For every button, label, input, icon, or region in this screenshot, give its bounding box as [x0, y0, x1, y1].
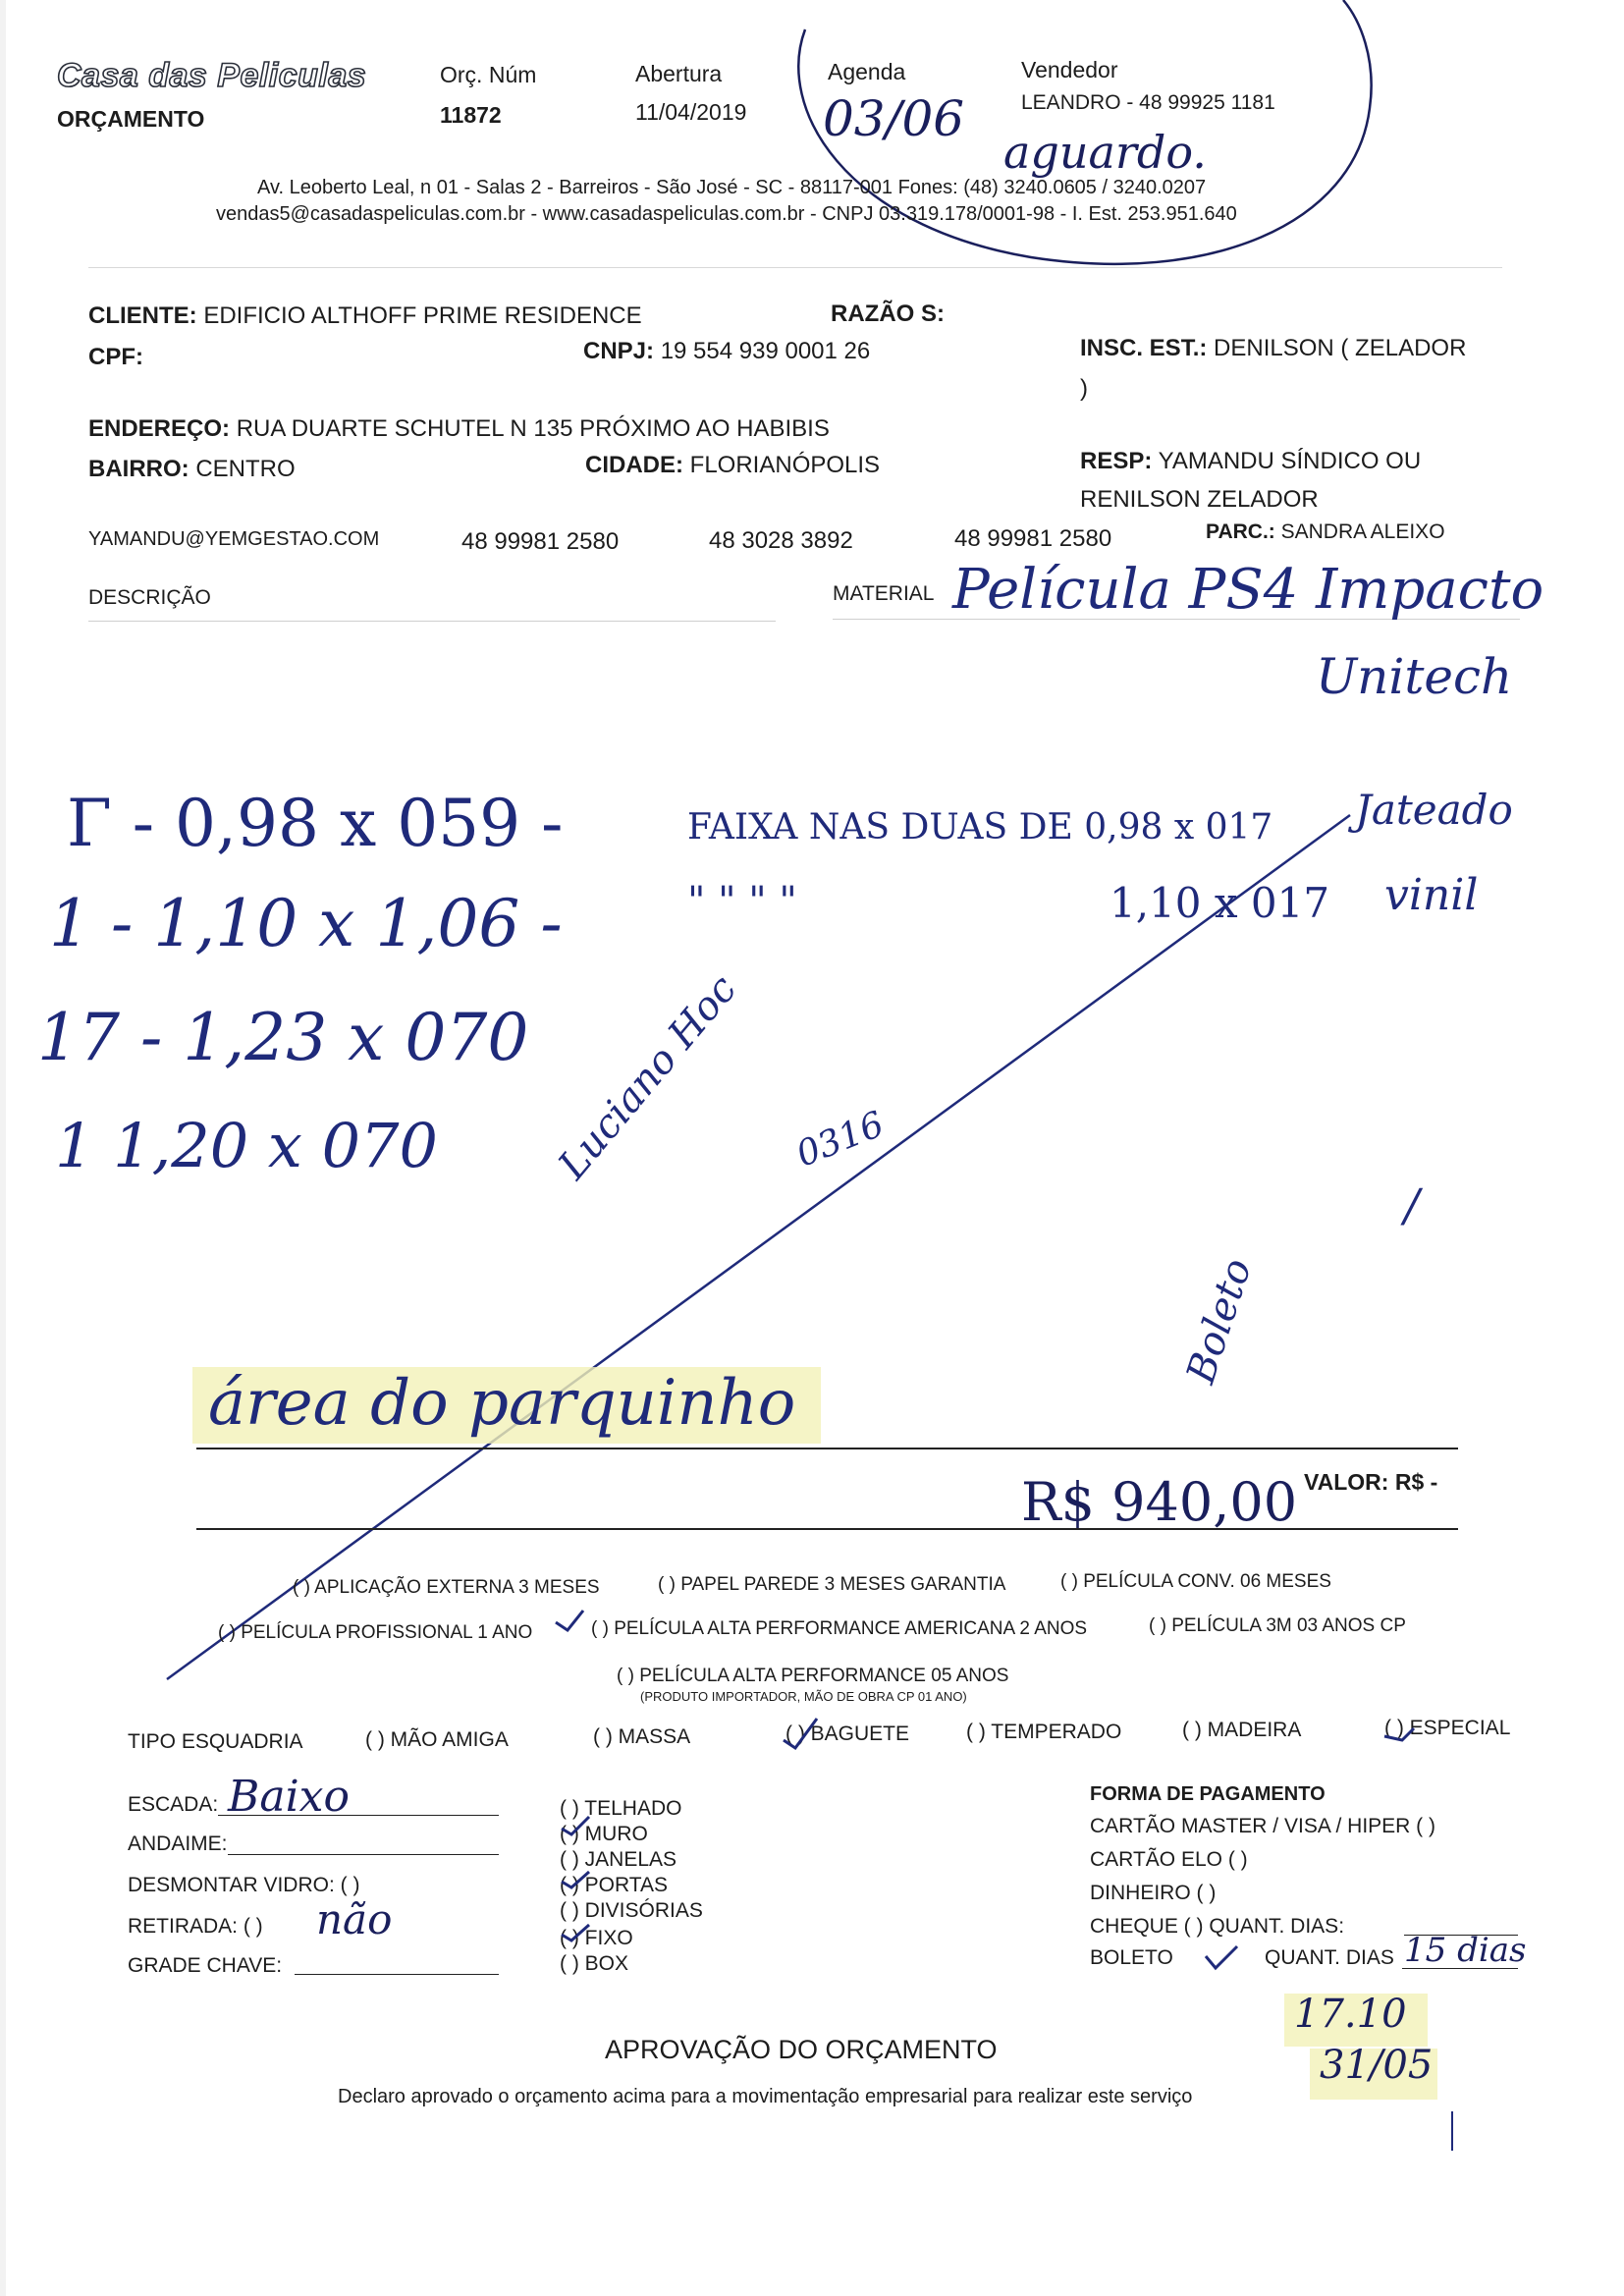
- valor-label: VALOR: R$ -: [1304, 1469, 1438, 1495]
- aprovacao-title: APROVAÇÃO DO ORÇAMENTO: [605, 2035, 998, 2064]
- bairro-label: BAIRRO:: [88, 456, 189, 482]
- local-portas[interactable]: ( ) PORTAS: [560, 1874, 669, 1896]
- area-underline: [196, 1448, 1458, 1449]
- vendedor-value: LEANDRO - 48 99925 1181: [1021, 91, 1275, 114]
- measure-row-4: 1 1,20 x 070: [55, 1110, 438, 1181]
- material-handwritten: Película PS4 Impacto: [952, 558, 1544, 622]
- descricao-line: [88, 621, 776, 622]
- option-pelicula-conv[interactable]: ( ) PELÍCULA CONV. 06 MESES: [1060, 1571, 1331, 1592]
- grade-chave-line: [295, 1974, 499, 1975]
- local-box[interactable]: ( ) BOX: [560, 1952, 629, 1975]
- option-pelicula-alta-05-sub: (PRODUTO IMPORTADOR, MÃO DE OBRA CP 01 ANO): [640, 1689, 967, 1704]
- header-divider: [88, 267, 1502, 268]
- resp-label: RESP:: [1080, 448, 1153, 474]
- diagonal-signature: Luciano Hoc: [550, 966, 746, 1188]
- address-line-1: Av. Leoberto Leal, n 01 - Salas 2 - Barreiros - São José - SC - 88117-001 Fones: (48) 3240.0605 / 3240.0207: [257, 177, 1207, 198]
- measure-row-1-side: Jateado: [1355, 786, 1513, 834]
- address-line-2: vendas5@casadaspeliculas.com.br - www.casadaspeliculas.com.br - CNPJ 03.319.178/0001-98 - I. Est. 253.951.640: [216, 203, 1237, 225]
- aprovacao-declaracao: Declaro aprovado o orçamento acima para a movimentação empresarial para realizar este serviço: [338, 2086, 1193, 2107]
- escada-label: ESCADA:: [128, 1793, 219, 1816]
- margin-mark: [1451, 2111, 1453, 2151]
- esquadria-label: TIPO ESQUADRIA: [128, 1730, 303, 1753]
- esquadria-temperado[interactable]: ( ) TEMPERADO: [966, 1721, 1122, 1743]
- vendedor-label: Vendedor: [1021, 57, 1118, 82]
- abertura-date: 11/04/2019: [635, 99, 747, 125]
- escada-handwritten: Baixo: [228, 1772, 350, 1822]
- option-pelicula-profissional[interactable]: ( ) PELÍCULA PROFISSIONAL 1 ANO: [218, 1622, 533, 1643]
- pagamento-boleto[interactable]: BOLETO: [1090, 1946, 1173, 1969]
- insc-value-close: ): [1080, 375, 1088, 402]
- resp-row: [1080, 448, 1421, 475]
- pagamento-title: FORMA DE PAGAMENTO: [1090, 1783, 1326, 1805]
- cliente-row: [88, 302, 642, 330]
- endereco-value: RUA DUARTE SCHUTEL N 135 PRÓXIMO AO HABIBIS: [236, 415, 830, 442]
- area-handwritten: área do parquinho: [208, 1367, 796, 1440]
- diagonal-number: 0316: [790, 1104, 890, 1175]
- abertura-label: Abertura: [635, 61, 723, 86]
- resp-value-2: RENILSON ZELADOR: [1080, 486, 1319, 513]
- measure-row-2: 1 - 1,10 x 1,06 -: [49, 886, 563, 961]
- pagamento-master[interactable]: CARTÃO MASTER / VISA / HIPER ( ): [1090, 1815, 1436, 1837]
- cliente-label: CLIENTE:: [88, 302, 197, 329]
- endereco-label: ENDEREÇO:: [88, 415, 231, 442]
- bairro-row: [88, 456, 296, 483]
- local-janelas[interactable]: ( ) JANELAS: [560, 1848, 677, 1871]
- client-phone-2: 48 3028 3892: [709, 527, 853, 554]
- agenda-label: Agenda: [828, 59, 906, 84]
- option-pelicula-3m[interactable]: ( ) PELÍCULA 3M 03 ANOS CP: [1149, 1615, 1406, 1636]
- parc-row: [1206, 520, 1445, 544]
- local-telhado[interactable]: ( ) TELHADO: [560, 1797, 682, 1820]
- client-email: YAMANDU@YEMGESTAO.COM: [88, 528, 380, 550]
- boleto-dias-handwritten: 15 dias: [1404, 1931, 1527, 1970]
- cnpj-row: [583, 338, 870, 365]
- agenda-note-handwritten: aguardo.: [1003, 126, 1207, 179]
- date-handwritten-1: 17.10: [1294, 1992, 1407, 2037]
- cpf-label: CPF:: [88, 344, 143, 370]
- retirada-handwritten: não: [316, 1895, 393, 1943]
- parc-value: SANDRA ALEIXO: [1280, 520, 1445, 543]
- parc-label: PARC.:: [1206, 520, 1275, 543]
- desmontar-vidro[interactable]: DESMONTAR VIDRO: ( ): [128, 1874, 360, 1896]
- date-handwritten-2: 31/05: [1320, 2043, 1434, 2088]
- valor-handwritten: R$ 940,00: [1021, 1471, 1298, 1533]
- option-pelicula-americana[interactable]: ( ) PELÍCULA ALTA PERFORMANCE AMERICANA 2 ANOS: [591, 1618, 1088, 1639]
- orc-label: Orç. Núm: [440, 62, 537, 87]
- local-muro[interactable]: ( ) MURO: [560, 1823, 648, 1845]
- cidade-row: [585, 452, 880, 479]
- measure-row-2-note: 1,10 x 017: [1110, 879, 1330, 927]
- stray-mark: /: [1404, 1178, 1420, 1231]
- grade-chave-label: GRADE CHAVE:: [128, 1954, 283, 1977]
- razao-label: RAZÃO S:: [831, 301, 945, 327]
- company-logo: Casa das Peliculas: [57, 57, 367, 94]
- boleto-handwritten: Boleto: [1178, 1253, 1261, 1390]
- esquadria-massa[interactable]: ( ) MASSA: [593, 1725, 691, 1748]
- esquadria-madeira[interactable]: ( ) MADEIRA: [1182, 1719, 1302, 1741]
- cidade-value: FLORIANÓPOLIS: [689, 452, 881, 478]
- boleto-dias-label: QUANT. DIAS: [1265, 1946, 1394, 1969]
- valor-underline: [196, 1528, 1458, 1530]
- pagamento-cheque[interactable]: CHEQUE ( ) QUANT. DIAS:: [1090, 1915, 1345, 1938]
- measure-row-2-side: vinil: [1384, 870, 1479, 920]
- insc-row: [1080, 335, 1466, 362]
- insc-value: DENILSON ( ZELADOR: [1214, 335, 1467, 361]
- material-label: MATERIAL: [833, 582, 935, 605]
- cidade-label: CIDADE:: [585, 452, 683, 478]
- cnpj-value: 19 554 939 0001 26: [660, 338, 871, 364]
- measure-row-2-ditto: " " " ": [687, 879, 797, 924]
- andaime-label: ANDAIME:: [128, 1832, 228, 1855]
- document-title: ORÇAMENTO: [57, 106, 205, 132]
- boleto-check-icon: [1202, 1942, 1241, 1972]
- pagamento-dinheiro[interactable]: DINHEIRO ( ): [1090, 1882, 1217, 1904]
- pagamento-elo[interactable]: CARTÃO ELO ( ): [1090, 1848, 1248, 1871]
- local-fixo[interactable]: ( ) FIXO: [560, 1927, 633, 1949]
- client-phone-1: 48 99981 2580: [461, 528, 620, 555]
- insc-label: INSC. EST.:: [1080, 335, 1208, 361]
- bairro-value: CENTRO: [195, 456, 296, 482]
- measure-row-1-note: FAIXA NAS DUAS DE 0,98 x 017: [687, 807, 1273, 847]
- option-aplicacao-externa[interactable]: ( ) APLICAÇÃO EXTERNA 3 MESES: [293, 1577, 600, 1598]
- diagonal-strike: [147, 805, 1365, 1689]
- local-divisorias[interactable]: ( ) DIVISÓRIAS: [560, 1899, 703, 1922]
- descricao-label: DESCRIÇÃO: [88, 586, 211, 609]
- measure-row-3: 17 - 1,23 x 070: [37, 1000, 529, 1075]
- material-handwritten-2: Unitech: [1316, 648, 1513, 705]
- retirada-label[interactable]: RETIRADA: ( ): [128, 1915, 263, 1938]
- cnpj-label: CNPJ:: [583, 338, 655, 364]
- agenda-handwritten: 03/06: [823, 90, 965, 147]
- orc-number: 11872: [440, 102, 502, 128]
- option-papel-parede[interactable]: ( ) PAPEL PAREDE 3 MESES GARANTIA: [658, 1574, 1006, 1595]
- client-phone-3: 48 99981 2580: [954, 525, 1112, 552]
- check-marks: [550, 1571, 1532, 1984]
- cliente-value: EDIFICIO ALTHOFF PRIME RESIDENCE: [203, 302, 642, 329]
- endereco-row: [88, 415, 830, 443]
- esquadria-especial[interactable]: ( ) ESPECIAL: [1384, 1717, 1511, 1739]
- esquadria-baguete[interactable]: ( ) BAGUETE: [785, 1722, 910, 1745]
- measure-row-1: Γ - 0,98 x 059 -: [67, 786, 564, 861]
- andaime-line: [228, 1854, 499, 1855]
- resp-value: YAMANDU SÍNDICO OU: [1158, 448, 1422, 474]
- option-pelicula-alta-05[interactable]: ( ) PELÍCULA ALTA PERFORMANCE 05 ANOS: [617, 1666, 1009, 1686]
- esquadria-mao-amiga[interactable]: ( ) MÃO AMIGA: [365, 1728, 509, 1751]
